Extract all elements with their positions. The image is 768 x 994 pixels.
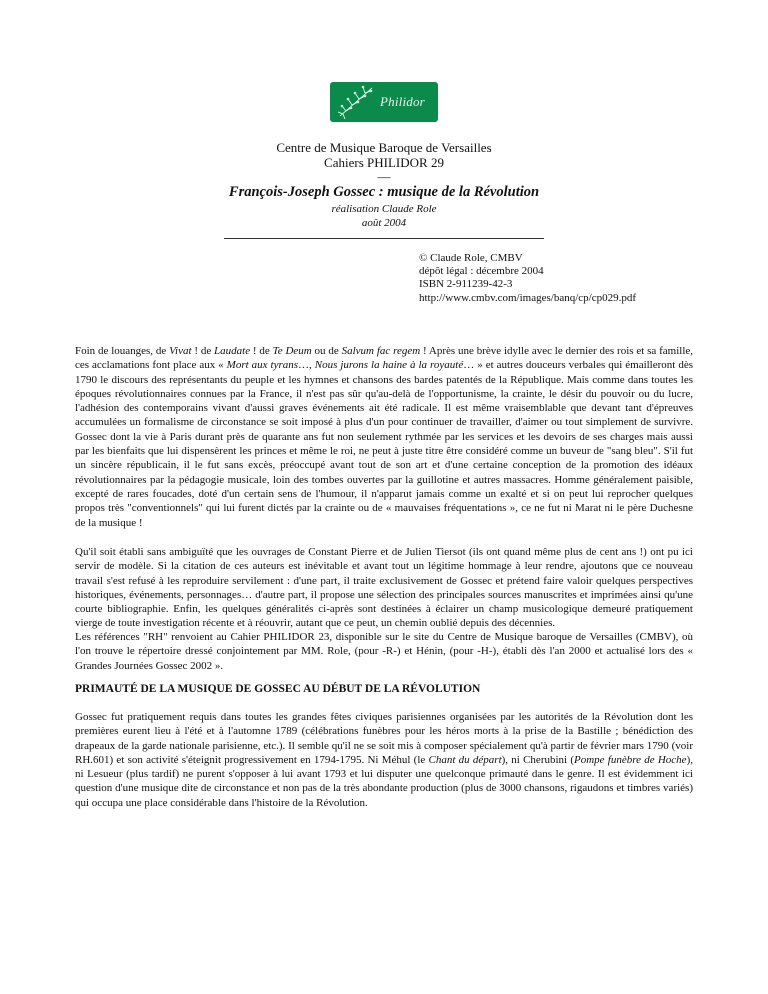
header-divider <box>224 238 544 239</box>
series-name: PHILIDOR <box>367 155 428 170</box>
paragraph-references: Les références "RH" renvoient au Cahier PHILIDOR 23, disponible sur le site du Centre de Musique baroque de Versailles (CMBV), où l'on trouve le répertoire dressé conjointement par MM. Role, (pour -R-) et Hénin, (pour -H-), établi dès l'an 2000 et actualisé lors des « Grandes Journées Gossec 2002 ». <box>75 631 693 672</box>
date-line: août 2004 <box>361 217 407 229</box>
url-line[interactable]: http://www.cmbv.com/images/banq/cp/cp029.pdf <box>419 291 637 304</box>
series-number: 29 <box>430 155 444 170</box>
header-dash: — <box>377 169 391 184</box>
organization-name: Centre de Musique Baroque de Versailles <box>276 140 492 155</box>
philidor-logo <box>330 82 438 122</box>
series-line <box>0 155 768 170</box>
copyright-block <box>419 252 636 305</box>
credit-line: réalisation Claude Role <box>331 203 437 215</box>
series-prefix: Cahiers <box>324 155 364 170</box>
copyright-line: © Claude Role, CMBV <box>419 252 523 264</box>
document-title: François-Joseph Gossec : musique de la Révolution <box>228 184 540 200</box>
leaf-sprig-icon <box>332 82 382 122</box>
paragraph-primacy: Gossec fut pratiquement requis dans toutes les grandes fêtes civiques parisiennes organisées par les autorités de la Révolution dont les premières eurent lieu à l'été et à l'automne 1789 (célébrations funèbres pour les héros morts à la prise de la Bastille ; bénédiction des drapeaux de la garde nationale parisienne, etc.). Il semble qu'il ne se soit mis à composer spécialement qu'à partir de février mars 1790 (voir RH.601) et son activité s'éteignit progressivement en 1794-1795. Ni Méhul (le Chant du départ), ni Cherubini (Pompe funèbre de Hoche), ni Lesueur (plus tardif) ne purent s'opposer à lui avant 1793 et lui disputer une quelconque primauté dans le genre. Il est évidemment ici question d'une musique dite de circonstance et non pas de la très abondante production (plus de 3000 chansons, rigaudons et timbres variés) qui occupa une place considérable dans l'histoire de la Révolution. <box>75 711 693 809</box>
section-heading: PRIMAUTÉ DE LA MUSIQUE DE GOSSEC AU DÉBUT DE LA RÉVOLUTION <box>75 683 481 695</box>
paragraph-intro: Foin de louanges, de Vivat ! de Laudate ! de Te Deum ou de Salvum fac regem ! Après une brève idylle avec le dernier des rois et sa famille, ces acclamations font place aux « Mort aux tyrans…, Nous jurons la haine à la royauté… » et autres douceurs verbales qui émailleront dès 1790 le discours des représentants du peuple et les hymnes et chansons des bardes patentés de la République. Mais comme dans toutes les époques révolutionnaires connues par la France, il n'est pas sûr qu'au-delà de l'opportunisme, la crainte, le désir du pouvoir ou du lucre, l'adhésion des contemporains vivant d'aussi graves événements ait été radicale. Il est même vraisemblable que devant tant d'épreuves accumulées un formalisme de circonstance se soit imposé à plus d'un pour continuer de travailler, d'aimer ou tout simplement de survivre. Gossec dont la vie à Paris durant près de quarante ans fut non seulement rythmée par les services et les devoirs de ses charges mais aussi par les bienfaits que lui dispensèrent les princes et même le roi, ne peut à juste titre être considéré comme un buveur de "sang bleu". S'il fut un sincère républicain, il le fut sans excès, préoccupé avant tout de son art et d'une certaine conception de la promotion des idéaux révolutionnaires par la pédagogie musicale, loin des tombes ouvertes par la guillotine et autres massacres. Homme généralement paisible, excepté de rares foucades, doté d'un certain sens de l'humour, il n'apparut jamais comme un exalté et si on peut lui reprocher quelques propos très "conventionnels" qui lui furent dictés par la crainte ou de « mauvaises fréquentations », ce ne fut ni Marat ni le père Duchesne de la musique ! <box>75 345 694 529</box>
legal-deposit-line: dépôt légal : décembre 2004 <box>419 265 544 278</box>
paragraph-sources: Qu'il soit établi sans ambiguïté que les ouvrages de Constant Pierre et de Julien Tiersot (ils ont quand même plus de cent ans !) ont pu ici servir de modèle. Si la citation de ces auteurs est inévitable et avant tout un légitime hommage à leur rendre, ajoutons que ce nouveau travail s'est refusé à les reproduire servilement : d'une part, il traite exclusivement de Gossec et prétend faire valoir quelques perspectives historiques, événements, personnages… d'autre part, il propose une sélection des principales sources manuscrites et imprimées ainsi qu'une courte bibliographie. Enfin, les quelques généralités ci-après sont destinées à éclairer un champ musicologique demeuré pratiquement vierge de toute investigation récente et à réouvrir, autant que ce peut, un chemin oublié depuis des décennies. <box>75 546 693 630</box>
isbn-line: ISBN 2-911239-42-3 <box>419 278 513 291</box>
logo-text: Philidor <box>380 94 425 109</box>
